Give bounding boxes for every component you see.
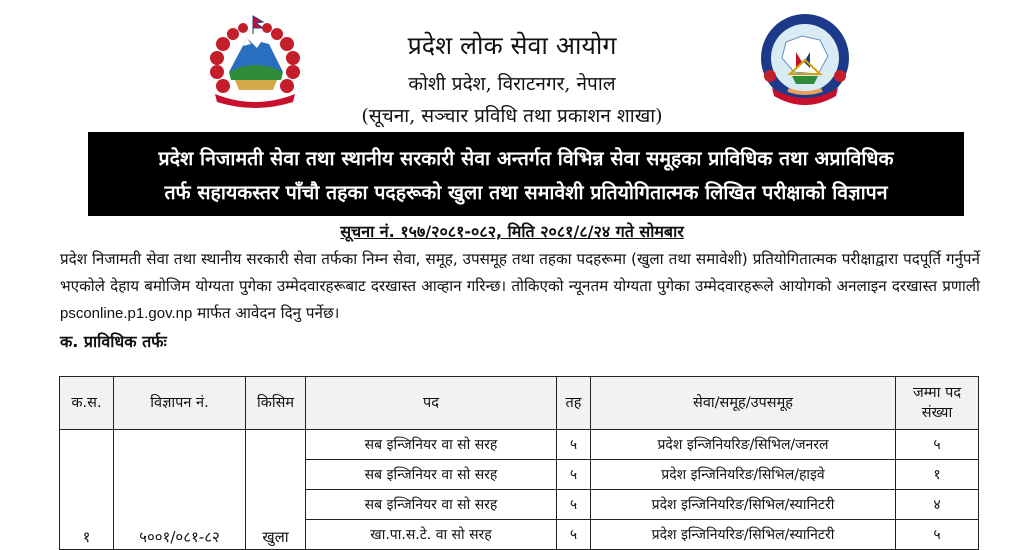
cell-total: ४ — [896, 490, 979, 520]
org-title: प्रदेश लोक सेवा आयोग — [407, 31, 617, 60]
col-header-total-line2: संख्या — [921, 405, 953, 421]
table-row — [60, 430, 979, 460]
cell-sn: १ — [60, 430, 114, 550]
cell-post: सब इन्जिनियर वा सो सरह — [306, 490, 557, 520]
cell-service: प्रदेश इन्जिनियरिङ/सिभिल/जनरल — [591, 430, 896, 460]
intro-text: प्रदेश निजामती सेवा तथा स्थानीय सरकारी सेवा तर्फका निम्न सेवा, समूह, उपसमूह तथा तहका पदहरूमा (खुला तथा समावेशी) प्रतियोगितात्मक परीक्षाद्वारा पदपूर्ति गर्नुपर्ने भएकोले देहाय बमोजिम योग्यता पुगेका उम्मेदवारहरूबाट दरखास्त आव्हान गरिन्छ। तोकिएको न्यूनतम योग्यता पुगेका उम्मेदवारहरूले आयोगको अनलाइन दरखास्त प्रणाली — [60, 250, 980, 295]
cell-type: खुला — [246, 430, 306, 550]
cell-level: ५ — [557, 490, 591, 520]
table-header-row — [60, 377, 979, 430]
vacancy-table — [59, 376, 979, 550]
cell-total: ५ — [896, 430, 979, 460]
cell-level: ५ — [557, 460, 591, 490]
cell-post: सब इन्जिनियर वा सो सरह — [306, 430, 557, 460]
intro-text-end: मार्फत आवेदन दिनु पर्नेछ। — [197, 304, 340, 322]
notice-number-date: सूचना नं. १५७/२०८१-०८२, मिति २०८१/८/२४ गते सोमबार — [340, 222, 684, 241]
col-header-ad-no: विज्ञापन नं. — [114, 377, 246, 430]
province-psc-koshi-seal-icon — [758, 12, 852, 112]
col-header-total — [896, 377, 979, 430]
cell-total: १ — [896, 460, 979, 490]
col-header-total-line1: जम्मा पद — [912, 385, 962, 401]
org-section: (सूचना, सञ्चार प्रविधि तथा प्रकाशन शाखा) — [361, 105, 663, 127]
section-heading-technical: क. प्राविधिक तर्फः — [60, 332, 167, 351]
cell-total: ५ — [896, 520, 979, 550]
col-header-type: किसिम — [246, 377, 306, 430]
cell-service: प्रदेश इन्जिनियरिङ/सिभिल/स्यानिटरी — [591, 520, 896, 550]
banner-line-1: प्रदेश निजामती सेवा तथा स्थानीय सरकारी सेवा अन्तर्गत विभिन्न सेवा समूहका प्राविधिक तथा अप्राविधिक — [158, 147, 894, 170]
cell-level: ५ — [557, 520, 591, 550]
cell-service: प्रदेश इन्जिनियरिङ/सिभिल/स्यानिटरी — [591, 490, 896, 520]
banner-line-2: तर्फ सहायकस्तर पाँचौ तहका पदहरूको खुला तथा समावेशी प्रतियोगितात्मक लिखित परीक्षाको विज्ञापन — [164, 181, 888, 204]
online-application-link[interactable]: psconline.p1.gov.np — [60, 305, 193, 322]
cell-post: खा.पा.स.टे. वा सो सरह — [306, 520, 557, 550]
col-header-level: तह — [557, 377, 591, 430]
cell-level: ५ — [557, 430, 591, 460]
col-header-sn: क.स. — [60, 377, 114, 430]
cell-service: प्रदेश इन्जिनियरिङ/सिभिल/हाइवे — [591, 460, 896, 490]
cell-post: सब इन्जिनियर वा सो सरह — [306, 460, 557, 490]
cell-ad-no: ५००१/०८१-८२ — [114, 430, 246, 550]
col-header-post: पद — [306, 377, 557, 430]
intro-paragraph — [60, 246, 980, 327]
advertisement-banner — [88, 132, 964, 216]
org-address: कोशी प्रदेश, विराटनगर, नेपाल — [408, 73, 616, 95]
col-header-service: सेवा/समूह/उपसमूह — [591, 377, 896, 430]
